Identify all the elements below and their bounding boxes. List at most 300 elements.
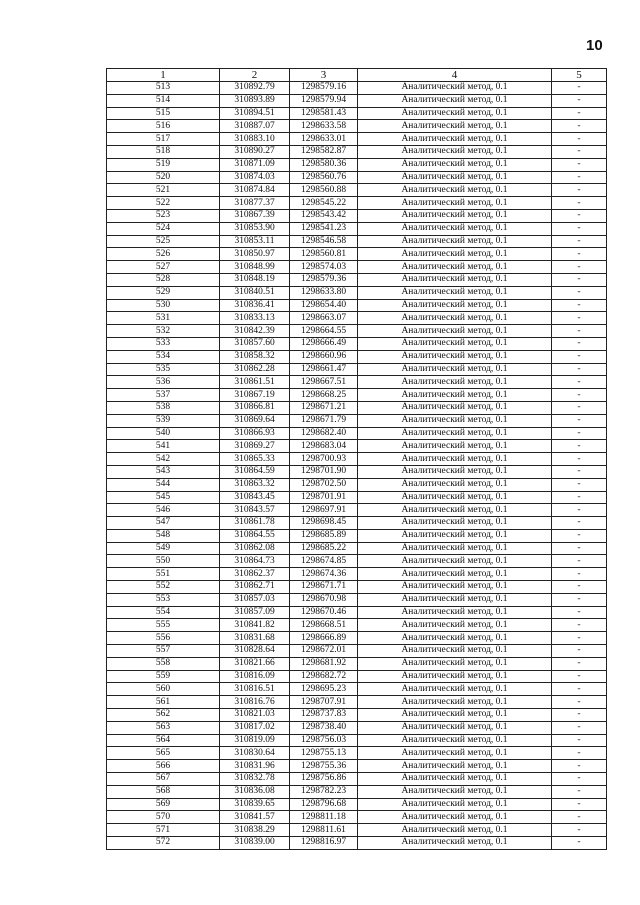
point-number-cell: 523: [107, 209, 220, 222]
description-cell: -: [552, 837, 607, 850]
description-cell: -: [552, 657, 607, 670]
x-coordinate-cell: 310816.51: [220, 683, 290, 696]
point-number-cell: 566: [107, 760, 220, 773]
point-number-cell: 516: [107, 120, 220, 133]
x-coordinate-cell: 310890.27: [220, 145, 290, 158]
description-cell: -: [552, 133, 607, 146]
y-coordinate-cell: 1298755.36: [290, 760, 358, 773]
method-cell: Аналитический метод, 0.1: [358, 465, 552, 478]
point-number-cell: 551: [107, 568, 220, 581]
point-number-cell: 514: [107, 94, 220, 107]
method-cell: Аналитический метод, 0.1: [358, 363, 552, 376]
description-cell: -: [552, 798, 607, 811]
y-coordinate-cell: 1298633.80: [290, 286, 358, 299]
point-number-cell: 554: [107, 606, 220, 619]
description-cell: -: [552, 824, 607, 837]
y-coordinate-cell: 1298654.40: [290, 299, 358, 312]
table-row: [107, 837, 607, 850]
table-row: [107, 184, 607, 197]
method-cell: Аналитический метод, 0.1: [358, 811, 552, 824]
table-row: [107, 670, 607, 683]
y-coordinate-cell: 1298543.42: [290, 209, 358, 222]
x-coordinate-cell: 310857.09: [220, 606, 290, 619]
y-coordinate-cell: 1298664.55: [290, 325, 358, 338]
table-row: [107, 657, 607, 670]
method-cell: Аналитический метод, 0.1: [358, 555, 552, 568]
table-row: [107, 94, 607, 107]
method-cell: Аналитический метод, 0.1: [358, 312, 552, 325]
point-number-cell: 527: [107, 261, 220, 274]
description-cell: -: [552, 427, 607, 440]
method-cell: Аналитический метод, 0.1: [358, 798, 552, 811]
point-number-cell: 519: [107, 158, 220, 171]
description-cell: -: [552, 619, 607, 632]
x-coordinate-cell: 310816.76: [220, 696, 290, 709]
method-cell: Аналитический метод, 0.1: [358, 184, 552, 197]
method-cell: Аналитический метод, 0.1: [358, 273, 552, 286]
point-number-cell: 564: [107, 734, 220, 747]
x-coordinate-cell: 310858.32: [220, 350, 290, 363]
x-coordinate-cell: 310869.27: [220, 440, 290, 453]
method-cell: Аналитический метод, 0.1: [358, 389, 552, 402]
table-row: [107, 606, 607, 619]
y-coordinate-cell: 1298681.92: [290, 657, 358, 670]
table-row: [107, 209, 607, 222]
description-cell: -: [552, 568, 607, 581]
method-cell: Аналитический метод, 0.1: [358, 734, 552, 747]
description-cell: -: [552, 209, 607, 222]
y-coordinate-cell: 1298633.01: [290, 133, 358, 146]
method-cell: Аналитический метод, 0.1: [358, 478, 552, 491]
y-coordinate-cell: 1298671.79: [290, 414, 358, 427]
table-row: [107, 427, 607, 440]
description-cell: -: [552, 811, 607, 824]
method-cell: Аналитический метод, 0.1: [358, 619, 552, 632]
table-row: [107, 158, 607, 171]
y-coordinate-cell: 1298661.47: [290, 363, 358, 376]
point-number-cell: 560: [107, 683, 220, 696]
table-row: [107, 299, 607, 312]
y-coordinate-cell: 1298671.71: [290, 581, 358, 594]
table-row: [107, 222, 607, 235]
description-cell: -: [552, 158, 607, 171]
description-cell: -: [552, 747, 607, 760]
description-cell: -: [552, 606, 607, 619]
x-coordinate-cell: 310869.64: [220, 414, 290, 427]
point-number-cell: 520: [107, 171, 220, 184]
x-coordinate-cell: 310866.93: [220, 427, 290, 440]
x-coordinate-cell: 310862.28: [220, 363, 290, 376]
x-coordinate-cell: 310864.59: [220, 465, 290, 478]
table-row: [107, 542, 607, 555]
table-row: [107, 261, 607, 274]
table-row: [107, 82, 607, 95]
x-coordinate-cell: 310842.39: [220, 325, 290, 338]
x-coordinate-cell: 310867.19: [220, 389, 290, 402]
x-coordinate-cell: 310877.37: [220, 197, 290, 210]
point-number-cell: 547: [107, 517, 220, 530]
table-row: [107, 325, 607, 338]
method-cell: Аналитический метод, 0.1: [358, 581, 552, 594]
point-number-cell: 541: [107, 440, 220, 453]
description-cell: -: [552, 82, 607, 95]
point-number-cell: 555: [107, 619, 220, 632]
description-cell: -: [552, 542, 607, 555]
table-row: [107, 773, 607, 786]
y-coordinate-cell: 1298672.01: [290, 645, 358, 658]
table-row: [107, 517, 607, 530]
y-coordinate-cell: 1298674.36: [290, 568, 358, 581]
y-coordinate-cell: 1298674.85: [290, 555, 358, 568]
y-coordinate-cell: 1298660.96: [290, 350, 358, 363]
point-number-cell: 535: [107, 363, 220, 376]
point-number-cell: 563: [107, 721, 220, 734]
method-cell: Аналитический метод, 0.1: [358, 133, 552, 146]
method-cell: Аналитический метод, 0.1: [358, 440, 552, 453]
point-number-cell: 537: [107, 389, 220, 402]
description-cell: -: [552, 465, 607, 478]
point-number-cell: 531: [107, 312, 220, 325]
x-coordinate-cell: 310819.09: [220, 734, 290, 747]
point-number-cell: 553: [107, 593, 220, 606]
table-row: [107, 453, 607, 466]
x-coordinate-cell: 310887.07: [220, 120, 290, 133]
x-coordinate-cell: 310841.57: [220, 811, 290, 824]
x-coordinate-cell: 310828.64: [220, 645, 290, 658]
point-number-cell: 538: [107, 401, 220, 414]
table-row: [107, 619, 607, 632]
coordinates-table: [106, 68, 607, 850]
point-number-cell: 515: [107, 107, 220, 120]
description-cell: -: [552, 299, 607, 312]
y-coordinate-cell: 1298579.16: [290, 82, 358, 95]
y-coordinate-cell: 1298701.91: [290, 491, 358, 504]
method-cell: Аналитический метод, 0.1: [358, 286, 552, 299]
y-coordinate-cell: 1298695.23: [290, 683, 358, 696]
table-row: [107, 478, 607, 491]
x-coordinate-cell: 310883.10: [220, 133, 290, 146]
method-cell: Аналитический метод, 0.1: [358, 721, 552, 734]
method-cell: Аналитический метод, 0.1: [358, 683, 552, 696]
table-row: [107, 747, 607, 760]
table-row: [107, 555, 607, 568]
method-cell: Аналитический метод, 0.1: [358, 491, 552, 504]
point-number-cell: 528: [107, 273, 220, 286]
method-cell: Аналитический метод, 0.1: [358, 837, 552, 850]
description-cell: -: [552, 670, 607, 683]
method-cell: Аналитический метод, 0.1: [358, 299, 552, 312]
x-coordinate-cell: 310821.03: [220, 709, 290, 722]
y-coordinate-cell: 1298701.90: [290, 465, 358, 478]
y-coordinate-cell: 1298668.51: [290, 619, 358, 632]
x-coordinate-cell: 310840.51: [220, 286, 290, 299]
y-coordinate-cell: 1298668.25: [290, 389, 358, 402]
description-cell: -: [552, 773, 607, 786]
y-coordinate-cell: 1298560.88: [290, 184, 358, 197]
y-coordinate-cell: 1298685.89: [290, 529, 358, 542]
description-cell: -: [552, 529, 607, 542]
method-cell: Аналитический метод, 0.1: [358, 107, 552, 120]
point-number-cell: 546: [107, 504, 220, 517]
point-number-cell: 550: [107, 555, 220, 568]
x-coordinate-cell: 310853.11: [220, 235, 290, 248]
method-cell: Аналитический метод, 0.1: [358, 248, 552, 261]
table-row: [107, 798, 607, 811]
x-coordinate-cell: 310836.08: [220, 785, 290, 798]
description-cell: -: [552, 517, 607, 530]
point-number-cell: 521: [107, 184, 220, 197]
description-cell: -: [552, 478, 607, 491]
description-cell: -: [552, 389, 607, 402]
method-cell: Аналитический метод, 0.1: [358, 350, 552, 363]
point-number-cell: 532: [107, 325, 220, 338]
description-cell: -: [552, 401, 607, 414]
y-coordinate-cell: 1298670.46: [290, 606, 358, 619]
point-number-cell: 570: [107, 811, 220, 824]
description-cell: -: [552, 94, 607, 107]
point-number-cell: 558: [107, 657, 220, 670]
y-coordinate-cell: 1298707.91: [290, 696, 358, 709]
description-cell: -: [552, 645, 607, 658]
y-coordinate-cell: 1298545.22: [290, 197, 358, 210]
description-cell: -: [552, 683, 607, 696]
table-row: [107, 811, 607, 824]
description-cell: -: [552, 145, 607, 158]
point-number-cell: 525: [107, 235, 220, 248]
y-coordinate-cell: 1298666.49: [290, 337, 358, 350]
y-coordinate-cell: 1298560.81: [290, 248, 358, 261]
x-coordinate-cell: 310817.02: [220, 721, 290, 734]
description-cell: -: [552, 325, 607, 338]
description-cell: -: [552, 107, 607, 120]
y-coordinate-cell: 1298756.86: [290, 773, 358, 786]
method-cell: Аналитический метод, 0.1: [358, 824, 552, 837]
table-row: [107, 440, 607, 453]
table-row: [107, 645, 607, 658]
y-coordinate-cell: 1298816.97: [290, 837, 358, 850]
point-number-cell: 536: [107, 376, 220, 389]
table-row: [107, 568, 607, 581]
x-coordinate-cell: 310832.78: [220, 773, 290, 786]
method-cell: Аналитический метод, 0.1: [358, 171, 552, 184]
description-cell: -: [552, 350, 607, 363]
y-coordinate-cell: 1298581.43: [290, 107, 358, 120]
description-cell: -: [552, 453, 607, 466]
x-coordinate-cell: 310863.32: [220, 478, 290, 491]
point-number-cell: 530: [107, 299, 220, 312]
point-number-cell: 572: [107, 837, 220, 850]
method-cell: Аналитический метод, 0.1: [358, 120, 552, 133]
method-cell: Аналитический метод, 0.1: [358, 82, 552, 95]
x-coordinate-cell: 310864.55: [220, 529, 290, 542]
y-coordinate-cell: 1298541.23: [290, 222, 358, 235]
table-row: [107, 760, 607, 773]
x-coordinate-cell: 310862.71: [220, 581, 290, 594]
x-coordinate-cell: 310871.09: [220, 158, 290, 171]
description-cell: -: [552, 785, 607, 798]
description-cell: -: [552, 222, 607, 235]
point-number-cell: 543: [107, 465, 220, 478]
method-cell: Аналитический метод, 0.1: [358, 261, 552, 274]
method-cell: Аналитический метод, 0.1: [358, 235, 552, 248]
point-number-cell: 513: [107, 82, 220, 95]
point-number-cell: 518: [107, 145, 220, 158]
point-number-cell: 517: [107, 133, 220, 146]
point-number-cell: 526: [107, 248, 220, 261]
description-cell: -: [552, 184, 607, 197]
point-number-cell: 552: [107, 581, 220, 594]
x-coordinate-cell: 310839.65: [220, 798, 290, 811]
y-coordinate-cell: 1298683.04: [290, 440, 358, 453]
column-header-description: 5: [552, 69, 607, 82]
method-cell: Аналитический метод, 0.1: [358, 785, 552, 798]
description-cell: -: [552, 581, 607, 594]
method-cell: Аналитический метод, 0.1: [358, 632, 552, 645]
table-row: [107, 785, 607, 798]
y-coordinate-cell: 1298796.68: [290, 798, 358, 811]
description-cell: -: [552, 261, 607, 274]
point-number-cell: 557: [107, 645, 220, 658]
x-coordinate-cell: 310850.97: [220, 248, 290, 261]
y-coordinate-cell: 1298671.21: [290, 401, 358, 414]
x-coordinate-cell: 310862.37: [220, 568, 290, 581]
y-coordinate-cell: 1298756.03: [290, 734, 358, 747]
description-cell: -: [552, 491, 607, 504]
x-coordinate-cell: 310838.29: [220, 824, 290, 837]
y-coordinate-cell: 1298682.72: [290, 670, 358, 683]
description-cell: -: [552, 376, 607, 389]
column-header-point: 1: [107, 69, 220, 82]
method-cell: Аналитический метод, 0.1: [358, 696, 552, 709]
description-cell: -: [552, 414, 607, 427]
y-coordinate-cell: 1298580.36: [290, 158, 358, 171]
description-cell: -: [552, 171, 607, 184]
x-coordinate-cell: 310874.84: [220, 184, 290, 197]
method-cell: Аналитический метод, 0.1: [358, 568, 552, 581]
method-cell: Аналитический метод, 0.1: [358, 709, 552, 722]
table-row: [107, 337, 607, 350]
y-coordinate-cell: 1298811.61: [290, 824, 358, 837]
x-coordinate-cell: 310893.89: [220, 94, 290, 107]
table-row: [107, 504, 607, 517]
description-cell: -: [552, 734, 607, 747]
x-coordinate-cell: 310831.96: [220, 760, 290, 773]
description-cell: -: [552, 555, 607, 568]
y-coordinate-cell: 1298579.94: [290, 94, 358, 107]
table-row: [107, 721, 607, 734]
y-coordinate-cell: 1298811.18: [290, 811, 358, 824]
x-coordinate-cell: 310848.19: [220, 273, 290, 286]
y-coordinate-cell: 1298560.76: [290, 171, 358, 184]
point-number-cell: 533: [107, 337, 220, 350]
description-cell: -: [552, 696, 607, 709]
table-row: [107, 120, 607, 133]
table-row: [107, 465, 607, 478]
x-coordinate-cell: 310861.51: [220, 376, 290, 389]
point-number-cell: 568: [107, 785, 220, 798]
description-cell: -: [552, 760, 607, 773]
method-cell: Аналитический метод, 0.1: [358, 453, 552, 466]
point-number-cell: 534: [107, 350, 220, 363]
method-cell: Аналитический метод, 0.1: [358, 606, 552, 619]
method-cell: Аналитический метод, 0.1: [358, 414, 552, 427]
table-row: [107, 350, 607, 363]
description-cell: -: [552, 273, 607, 286]
y-coordinate-cell: 1298737.83: [290, 709, 358, 722]
method-cell: Аналитический метод, 0.1: [358, 517, 552, 530]
y-coordinate-cell: 1298702.50: [290, 478, 358, 491]
table-row: [107, 491, 607, 504]
method-cell: Аналитический метод, 0.1: [358, 427, 552, 440]
x-coordinate-cell: 310864.73: [220, 555, 290, 568]
point-number-cell: 562: [107, 709, 220, 722]
table-row: [107, 824, 607, 837]
y-coordinate-cell: 1298546.58: [290, 235, 358, 248]
description-cell: -: [552, 709, 607, 722]
point-number-cell: 571: [107, 824, 220, 837]
method-cell: Аналитический метод, 0.1: [358, 158, 552, 171]
method-cell: Аналитический метод, 0.1: [358, 773, 552, 786]
method-cell: Аналитический метод, 0.1: [358, 657, 552, 670]
y-coordinate-cell: 1298666.89: [290, 632, 358, 645]
x-coordinate-cell: 310866.81: [220, 401, 290, 414]
y-coordinate-cell: 1298663.07: [290, 312, 358, 325]
point-number-cell: 529: [107, 286, 220, 299]
description-cell: -: [552, 721, 607, 734]
method-cell: Аналитический метод, 0.1: [358, 376, 552, 389]
method-cell: Аналитический метод, 0.1: [358, 145, 552, 158]
x-coordinate-cell: 310816.09: [220, 670, 290, 683]
table-row: [107, 581, 607, 594]
description-cell: -: [552, 248, 607, 261]
table-row: [107, 529, 607, 542]
description-cell: -: [552, 286, 607, 299]
y-coordinate-cell: 1298700.93: [290, 453, 358, 466]
y-coordinate-cell: 1298582.87: [290, 145, 358, 158]
method-cell: Аналитический метод, 0.1: [358, 222, 552, 235]
table-row: [107, 389, 607, 402]
description-cell: -: [552, 504, 607, 517]
y-coordinate-cell: 1298698.45: [290, 517, 358, 530]
table-row: [107, 401, 607, 414]
x-coordinate-cell: 310862.08: [220, 542, 290, 555]
y-coordinate-cell: 1298685.22: [290, 542, 358, 555]
table-row: [107, 593, 607, 606]
x-coordinate-cell: 310857.60: [220, 337, 290, 350]
method-cell: Аналитический метод, 0.1: [358, 325, 552, 338]
table-header-row: [107, 69, 607, 82]
description-cell: -: [552, 337, 607, 350]
column-header-method: 4: [358, 69, 552, 82]
x-coordinate-cell: 310839.00: [220, 837, 290, 850]
x-coordinate-cell: 310843.45: [220, 491, 290, 504]
column-header-y: 3: [290, 69, 358, 82]
point-number-cell: 561: [107, 696, 220, 709]
table-row: [107, 683, 607, 696]
x-coordinate-cell: 310848.99: [220, 261, 290, 274]
x-coordinate-cell: 310821.66: [220, 657, 290, 670]
method-cell: Аналитический метод, 0.1: [358, 593, 552, 606]
x-coordinate-cell: 310892.79: [220, 82, 290, 95]
description-cell: -: [552, 312, 607, 325]
table-row: [107, 145, 607, 158]
table-row: [107, 632, 607, 645]
point-number-cell: 544: [107, 478, 220, 491]
y-coordinate-cell: 1298697.91: [290, 504, 358, 517]
method-cell: Аналитический метод, 0.1: [358, 504, 552, 517]
table-row: [107, 273, 607, 286]
method-cell: Аналитический метод, 0.1: [358, 337, 552, 350]
